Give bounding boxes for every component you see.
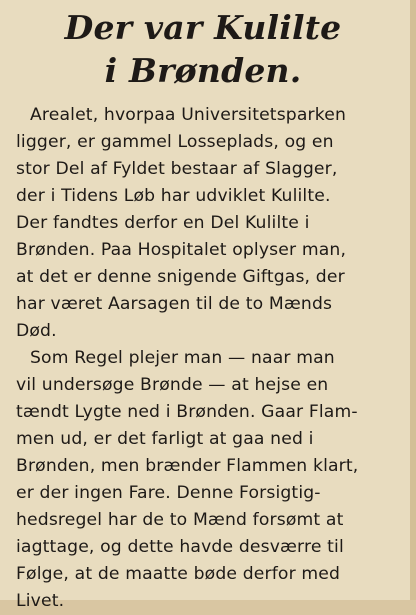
text-line: iagttage, og dette havde desværre til bbox=[16, 537, 344, 557]
text-line: Død. bbox=[16, 321, 57, 341]
text-line: Der fandtes derfor en Del Kulilte i bbox=[16, 213, 310, 233]
text-line: stor Del af Fyldet bestaar af Slagger, bbox=[16, 159, 338, 179]
text-line: vil undersøge Brønde — at hejse en bbox=[16, 375, 329, 395]
headline-line: Der var Kulilte bbox=[64, 8, 342, 47]
headline-line: i Brønden. bbox=[104, 51, 302, 90]
text-line: ligger, er gammel Losseplads, og en bbox=[16, 132, 334, 152]
text-line: der i Tidens Løb har udviklet Kulilte. bbox=[16, 186, 331, 206]
text-line: har været Aarsagen til de to Mænds bbox=[16, 294, 333, 314]
text-line: Brønden. Paa Hospitalet oplyser man, bbox=[16, 240, 347, 260]
paragraph-2 bbox=[16, 345, 400, 615]
text-line: hedsregel har de to Mænd forsømt at bbox=[16, 510, 344, 530]
text-line: Brønden, men brænder Flammen klart, bbox=[16, 456, 359, 476]
headline bbox=[16, 6, 400, 92]
text-line: tændt Lygte ned i Brønden. Gaar Flam- bbox=[16, 402, 358, 422]
text-line: Som Regel plejer man — naar man bbox=[30, 348, 335, 368]
text-line: Livet. bbox=[16, 591, 65, 611]
text-line: Arealet, hvorpaa Universitetsparken bbox=[30, 105, 347, 125]
text-line: men ud, er det farligt at gaa ned i bbox=[16, 429, 314, 449]
text-line: er der ingen Fare. Denne Forsigtig- bbox=[16, 483, 321, 503]
text-line: Følge, at de maatte bøde derfor med bbox=[16, 564, 341, 584]
paragraph-1 bbox=[16, 102, 400, 345]
text-line: at det er denne snigende Giftgas, der bbox=[16, 267, 345, 287]
